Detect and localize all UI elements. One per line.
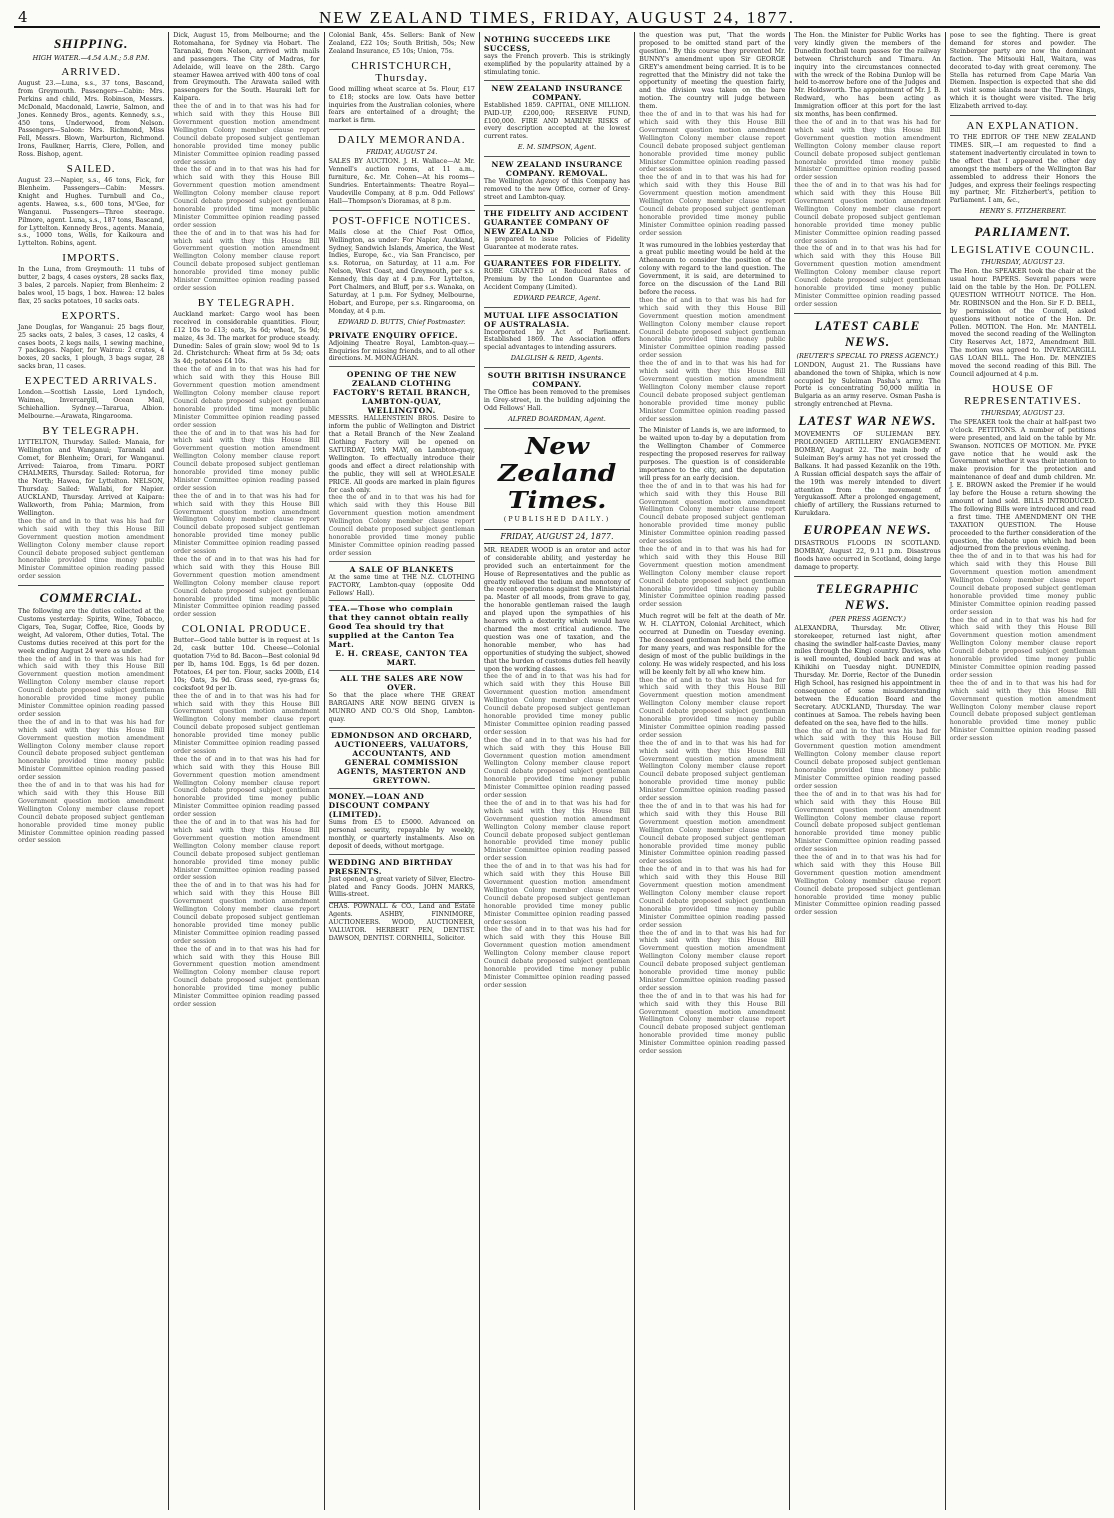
exports-heading: EXPORTS. xyxy=(61,309,121,322)
telegraph-heading-1: BY TELEGRAPH. xyxy=(42,424,140,437)
column-1 xyxy=(14,32,169,1510)
cable-news-heading: LATEST CABLE NEWS. xyxy=(814,317,921,349)
masthead-title: NEW ZEALAND TIMES, FRIDAY, AUGUST 24, 1877. xyxy=(318,8,796,27)
column-5 xyxy=(635,32,790,1510)
advert-clothing-factory xyxy=(329,367,475,561)
cable-news-text: LONDON, August 21. The Russians have abandoned the town of Shipka, which is now occupied by Suleiman Pasha's army. The Porte is concentrating 50,000 militia in Bulgaria as an army reserve. Osman Pasha is strongly entrenched at Plevna. xyxy=(794,361,941,409)
col6-fill-5 xyxy=(794,791,940,854)
advert-nz-insurance xyxy=(484,81,630,158)
advert-title: NEW ZEALAND INSURANCE COMPANY. xyxy=(491,83,623,102)
advert-title: ALL THE SALES ARE NOW OVER. xyxy=(340,674,464,693)
advert-text: So that the place where THE GREAT BARGAINS ARE NOW BEING GIVEN is MUNRO AND CO.'S Old Shop, Lambton-quay. xyxy=(328,692,475,724)
col2-fill-7 xyxy=(173,556,319,619)
telegraphic-news-sub: (PER PRESS AGENCY.) xyxy=(829,614,906,623)
advert-text: Just opened, a great variety of Silver, Electro-plated and Fancy Goods. JOHN MARKS, Willis-street. xyxy=(328,875,475,899)
legislative-council-heading: LEGISLATIVE COUNCIL. xyxy=(950,244,1095,257)
house-of-representatives-heading: HOUSE OF REPRESENTATIVES. xyxy=(964,382,1082,407)
telegraphic-news-text: ALEXANDRA, Thursday. Mr. Oliver, storekeeper, returned last night, after chasing the swindler half-caste Davies, many miles through the Kingi country. Davies, who is well mounted, doubled back and was at Kihikihi on Tuesday night. DUNEDIN, Thursday. Mr. Dorrie, Rector of the Dunedin High School, has resigned his appointment in consequence of some misunderstanding between the Education Board and the Secretary. AUCKLAND, Thursday. The war continues at Samoa. The rebels having been defeated on the sea, have fled to the hills. xyxy=(794,624,941,727)
shipping-heading: SHIPPING. xyxy=(53,36,129,51)
arrived-text: August 23.—Luna, s.s., 37 tons, Bascand, from Greymouth. Passengers—Cabin: Mrs. Perkins and child, Mrs. Robinson, Messrs. McDonald, Macdonald, Lawrie, Salmon, and Jones. Kennedy Bros., agents. Kennedy, s.s., 450 tons, Underwood, from Nelson. Passengers—Saloon: Mrs. Richmond, Miss Fell, Messrs. Blown, Warburton, Richmond. Irons, Faulkner, Harris, Clere, Pollen, and Ross. Bishop, agent. xyxy=(18,80,165,159)
exports-text: Jane Douglas, for Wanganui: 25 bags flour, 25 sacks oats, 2 bales, 3 cases, 12 casks, 4 cases boots, 2 kegs nails, 1 sewing machine, 7 packages. Napier, for Wairau: 2 crates, 4 boxes, 20 sacks, 1 plough, 3 bags sugar, 28 sacks bran, 11 cases. xyxy=(18,323,165,371)
advert-title: MONEY.—LOAN AND DISCOUNT COMPANY (LIMITED). xyxy=(328,792,431,820)
masthead xyxy=(14,6,1100,28)
editorial-fill-4 xyxy=(484,863,630,926)
col7-fill-3 xyxy=(950,680,1096,743)
col5-fill-1 xyxy=(639,111,785,174)
explanation-heading: AN EXPLANATION. xyxy=(966,120,1080,133)
commercial-fill xyxy=(18,656,164,719)
col2-text-a: Dick, August 15, from Melbourne; and the Rotomahana, for Sydney via Hobart. The Taranaki, from Nelson, arrived with mails and passengers. The City of Madras, for Adelaide, will leave on the 28th. Cargo steamer Hawea arrived with 400 tons of coal from Greymouth. The Arawata sailed with passengers for the South. Hauraki left for Kaipara. xyxy=(173,32,320,103)
commercial-heading: COMMERCIAL. xyxy=(39,590,143,606)
cable-news-sub: (REUTER'S SPECIAL TO PRESS AGENCY.) xyxy=(796,351,939,360)
col6-fill-6 xyxy=(794,854,940,917)
editorial-date: FRIDAY, AUGUST 24, 1877. xyxy=(484,529,630,544)
col7-fill-2 xyxy=(950,617,1096,680)
col5-fill-12 xyxy=(639,993,785,1056)
memoranda-date: FRIDAY, AUGUST 24. xyxy=(366,148,438,157)
advert-text: The Office has been removed to the premises in Grey-street, in the building adjoining the Odd Fellows' Hall. xyxy=(483,389,631,413)
postmaster-signature: EDWARD D. BUTTS, Chief Postmaster. xyxy=(337,317,466,326)
european-news-text: DISASTROUS FLOODS IN SCOTLAND. BOMBAY, August 22, 9.11 p.m. Disastrous floods have occurred in Scotland, doing large damage to property. xyxy=(794,540,941,571)
advert-mutual-life xyxy=(484,308,630,369)
sailed-text: August 23.—Napier, s.s., 46 tons, Fick, for Blenheim. Passengers—Cabin: Messrs. Knight and Hughes. Turnbull and Co., agents. Hawea, s.s., 600 tons, M'Gee, for Wanganui. Passengers—Three steerage. Pilmore, agent. Luna, s.s., 187 tons, Bascand, for Lyttelton. Kennedy Bros., agents. Manaia, s.s., 1000 tons, Wells, for Kaikoura and Lyttelton. Robins, agent. xyxy=(18,177,165,248)
advert-title: THE FIDELITY AND ACCIDENT GUARANTEE COMPANY OF NEW ZEALAND xyxy=(483,208,629,236)
imports-text: In the Luna, from Greymouth: 11 tubs of butter, 2 bags, 4 cases oysters, 28 sacks flax, 3 bales, 2 parcels. Napier, from Blenheim: 2 bales wool, 15 bags, 1 box. Hawea: 12 bales flax, 25 sacks potatoes, 10 sacks oats. xyxy=(18,266,165,305)
col5-text-b: It was rumoured in the lobbies yesterday that a great public meeting would be held at the Athenaeum to consider the position of the colony with regard to the land question. The Government, it is said, are determined to force on the discussion of the Land Bill before the recess. xyxy=(639,241,786,296)
advert-text: MESSRS. HALLENSTEIN BROS. Desire to inform the public of Wellington and District that a Retail Branch of the New Zealand Clothing Factory will be opened on SATURDAY, 19th MAY, on Lambton-quay, Wellington. To effectually introduce their goods and effect a direct relationship with the public, they will sell at WHOLESALE PRICE. All goods are marked in plain figures for cash only. xyxy=(328,415,475,494)
high-water: HIGH WATER.—4.54 A.M.; 5.8 P.M. xyxy=(32,54,150,62)
telegraph-heading-2: BY TELEGRAPH. xyxy=(197,296,296,309)
column-6 xyxy=(790,32,945,1510)
sailed-heading: SAILED. xyxy=(66,163,116,176)
col5-fill-5 xyxy=(639,483,785,546)
col5-fill-11 xyxy=(639,930,785,993)
advert-text: Established 1859. CAPITAL, ONE MILLION. PAID-UP, £200,000; RESERVE FUND, £100,000. FIRE AND MARINE RISKS of every description accepted at the lowest current rates. xyxy=(483,101,631,141)
advert-title: GUARANTEES FOR FIDELITY. xyxy=(483,258,622,268)
advert-signature: DALGLISH & REID, Agents. xyxy=(510,354,604,363)
advert-title: NEW ZEALAND INSURANCE COMPANY. REMOVAL. xyxy=(491,160,623,179)
col2-fill-11 xyxy=(173,882,319,945)
col2-fill-9 xyxy=(173,756,319,819)
advert-signature: E. M. SIMPSON, Agent. xyxy=(517,143,597,152)
column-4 xyxy=(480,32,635,1510)
advert-title: OPENING OF THE NEW ZEALAND CLOTHING FACTORY'S RETAIL BRANCH, LAMBTON-QUAY, WELLINGTON. xyxy=(332,370,471,416)
col6-fill-4 xyxy=(794,728,940,791)
post-office-heading: POST-OFFICE NOTICES. xyxy=(332,214,472,227)
col2-fill-12 xyxy=(173,946,319,1009)
col5-fill-3 xyxy=(639,297,785,360)
advert-enquiry-office xyxy=(329,328,475,368)
newspaper-nameplate: New Zealand Times. xyxy=(497,432,617,514)
col6-fill-2 xyxy=(794,182,940,245)
commercial-fill-3 xyxy=(18,782,164,845)
daily-memoranda-heading: DAILY MEMORANDA. xyxy=(337,134,466,147)
advert-text: says the French proverb. This is strikingly exemplified by the popularity attained by a stimulating tonic. xyxy=(483,53,631,76)
advert-signature: ALFRED BOARDMAN, Agent. xyxy=(508,414,606,423)
advert-guarantees xyxy=(484,256,630,308)
col5-text-a: the question was put, 'That the words proposed to be omitted stand part of the question.' By this course they prevented Mr. BUNNY's amendment upon Sir GEORGE GREY's amendment being carried. It is to be regretted that the Ministry did not take the opportunity of meeting the question fairly, and the division was taken on the bare motion. The country will judge between them. xyxy=(639,32,786,111)
divider xyxy=(950,219,1096,220)
advert-text: is prepared to issue Policies of Fidelity Guarantee at moderate rates. xyxy=(483,235,631,251)
nameplate-subtitle: (PUBLISHED DAILY.) xyxy=(503,514,611,523)
parliament-heading: PARLIAMENT. xyxy=(974,224,1072,240)
imports-heading: IMPORTS. xyxy=(62,252,121,265)
col6-text-a: The Hon. the Minister for Public Works has very kindly given the members of the Dunedin football team passes for the railway between Christchurch and Timaru. An inquiry into the circumstances connected with the wreck of the Robina Dunlop will be held to-morrow before one of the Judges and Mr. Holdsworth. The appointment of Mr. J. B. Redward, who has been acting as Immigration officer at this port for the last six months, has been confirmed. xyxy=(794,32,941,119)
editorial-fill-2 xyxy=(484,737,630,800)
divider xyxy=(329,129,475,130)
advert-title: WEDDING AND BIRTHDAY PRESENTS. xyxy=(328,857,453,876)
advert-signature: E. H. CREASE, CANTON TEA MART. xyxy=(335,649,469,668)
advert-text: ROBE GRANTED at Reduced Rates of Premium by the London Guarantee and Accident Company (Limited). xyxy=(483,267,631,291)
col5-fill-4 xyxy=(639,360,785,423)
post-office-text: Mails close at the Chief Post Office, Wellington, as under: For Napier, Auckland, Sydney, Sandwich Islands, America, the West Indies, Europe, &c., via San Francisco, per s.s. Rotorua, on Saturday, at 11 a.m. For Nelson, West Coast, and Greymouth, per s.s. Kennedy, this day at 4 p.m. For Lyttelton, Port Chalmers, and Bluff, per s.s. Wanaka, on Saturday, at 1 p.m. For Sydney, Melbourne, Hobart, and Europe, per s.s. Ringarooma, on Monday, at 4 p.m. xyxy=(328,228,475,315)
col5-fill-7 xyxy=(639,677,785,740)
col2-text-b: Auckland market: Cargo wool has been received in considerable quantities. Flour, £12 10s to £13; oats, 3s 6d; wheat, 5s 9d; maize, 4s 3d. The market for produce steady. Dunedin: Sales of grain slow; wool 9d to 1s 2d. Christchurch: Wheat firm at 5s 3d; oats 3s 4d; potatoes £4 10s. xyxy=(173,310,320,366)
commercial-fill-2 xyxy=(18,719,164,782)
divider xyxy=(794,313,940,314)
advert-title: PRIVATE ENQUIRY OFFICE. xyxy=(328,330,459,340)
advert-title: MUTUAL LIFE ASSOCIATION OF AUSTRALASIA. xyxy=(483,310,619,329)
telegraph-text-1: LYTTELTON, Thursday. Sailed: Manaia, for Wellington and Wanganui; Taranaki and Comet, for Blenheim; Orari, for Wanganui. Arrived: Taiaroa, from Timaru. PORT CHALMERS, Thursday. Sailed: Rotorua, for the North; Hawea, for Lyttelton. NELSON, Thursday. Sailed: Wallabi, for Napier. AUCKLAND, Thursday. Arrived at Kaipara: Walkworth, from Pahia; Marmion, from Wellington. xyxy=(18,438,165,517)
commercial-text: The following are the duties collected at the Customs yesterday: Spirits, Wine, Tobacco, Cigars, Tea, Sugar, Coffee, Rice, Goods by weight, Ad valorem, Other duties, Total. The Customs duties received at this port for the week ending August 24 were as under. xyxy=(18,608,165,655)
column-2 xyxy=(169,32,324,1510)
col7-fill-1 xyxy=(950,553,1096,616)
col5-fill-9 xyxy=(639,803,785,866)
col3-text-a: Colonial Bank, 45s. Sellers: Bank of New Zealand, £22 10s; South British, 50s; New Zealand Insurance, £5 10s; Union, 75s. xyxy=(328,32,475,55)
advert-presents xyxy=(329,855,475,904)
col2-fill-1 xyxy=(173,103,319,166)
house-of-representatives-date: THURSDAY, AUGUST 23. xyxy=(980,408,1065,417)
divider xyxy=(794,576,940,577)
editorial-fill-1 xyxy=(484,673,630,736)
col5-fill-8 xyxy=(639,740,785,803)
page-number: 4 xyxy=(18,8,28,26)
telegraphic-news-heading: TELEGRAPHIC NEWS. xyxy=(816,580,919,612)
col2-fill-8 xyxy=(173,693,319,756)
advert-canton-tea xyxy=(329,601,475,671)
house-of-representatives-text: The SPEAKER took the chair at half-past two o'clock. PETITIONS. A number of petitions were presented, and laid on the table by Mr. Swanson. NOTICES OF MOTION. Mr. PYKE gave notice that he would ask the Government whether it was their intention to make provision for the protection and maintenance of deaf and dumb children. Mr. J. E. BROWN asked the Premier if he would lay before the House a return showing the amount of land sold. BILLS INTRODUCED. The following Bills were introduced and read a first time. THE AMENDMENT ON THE TAXATION QUESTION. The House proceeded to the further consideration of the question, the debate upon which had been adjourned from the previous evening. xyxy=(949,418,1096,553)
advert-south-british xyxy=(484,368,630,429)
advert-text: Incorporated by Act of Parliament. Established 1869. The Association offers special advantages to intending assurers. xyxy=(483,328,631,352)
editorial-fill-3 xyxy=(484,800,630,863)
shipping-fill xyxy=(18,518,164,581)
col2-text-c: Butter—Good table butter is in request at 1s 2d, cask butter 10d. Cheese—Colonial quotation 7½d to 8d. Bacon—Best colonial 9d per lb, hams 10d. Eggs, 1s 6d per dozen. Potatoes, £4 per ton. Flour, sacks 200lb, £14 10s; Oats, 3s 9d. Grass seed, rye-grass 6s; cocksfoot 9d per lb. xyxy=(173,637,320,692)
col6-fill-3 xyxy=(794,245,940,308)
columns xyxy=(14,32,1100,1510)
european-news-heading: EUROPEAN NEWS. xyxy=(803,522,932,538)
editorial-fill-5 xyxy=(484,926,630,989)
advert-money-loan xyxy=(329,789,475,855)
col2-fill-3 xyxy=(173,230,319,293)
advert-title: TEA.—Those who complain that they cannot obtain really Good Tea should try that supplied at the Canton Tea Mart. xyxy=(328,604,469,650)
war-news-heading: LATEST WAR NEWS. xyxy=(798,413,937,429)
memoranda-text: SALES BY AUCTION. J. H. Wallace—At Mr. Vennell's auction rooms, at 11 a.m., furniture, &c. Mr. Cohen—At his rooms—Sundries. Entertainments: Theatre Royal—Vaudeville Company, at 8 p.m. Odd Fellows' Hall—Thompson's Dioramas, at 8 p.m. xyxy=(328,158,475,205)
col2-fill-5 xyxy=(173,430,319,493)
advert-list: CHAS. POWNALL & CO., Land and Estate Agents. ASHBY, FINNIMORE, AUCTIONEERS. WOOD, AUCTIONEER, VALUATOR. HERBERT PEN, DENTIST. DAWSON, DENTIST. CORNHILL, Solicitor. xyxy=(328,903,475,942)
col7-text-a: pose to see the fighting. There is great demand for stores and powder. The Steinberger party are now the dominant faction. The Mitsouki Hall, Waitara, was decorated to-day with great ceremony. The Stella has returned from Cape Maria Van Diemen. Inspection is expected that she did not visit some islands near the Three Kings, which it is thought were visited. The brig Elizabeth arrived to-day. xyxy=(949,32,1096,111)
advert-text: Sums from £5 to £5000. Advanced on personal security, repayable by weekly, monthly, or quarterly instalments. Also on deposit of deeds, without mortgage. xyxy=(328,819,475,850)
explanation-text: TO THE EDITOR OF THE NEW ZEALAND TIMES. SIR,—I am requested to find a statement inadvertently circulated in town to the effect that I appeared the other day amongst the members of the Wellington Bar assembled to address their Honors the Judges, and express their feelings respecting my partner, Mr. Fitzherbert's, petition to Parliament. I am, &c., xyxy=(949,134,1096,205)
expected-text: London.—Scottish Lassie, Lord Lyndoch, Waimea, Invercargill, Ocean Mail, Schiehallion. Sydney.—Tararua, Albion. Melbourne.—Arawata, Ringarooma. xyxy=(18,389,165,420)
advert-text: The Wellington Agency of this Company has removed to the new Office, corner of Grey-street and Lambton-quay. xyxy=(483,178,631,202)
column-3 xyxy=(325,32,480,1510)
advert-signature: EDWARD PEARCE, Agent. xyxy=(513,293,601,302)
advert-title: SOUTH BRITISH INSURANCE COMPANY. xyxy=(487,371,627,390)
advert-fill xyxy=(329,494,475,557)
editorial-article: MR. READER WOOD is an orator and actor of considerable ability, and yesterday he provided such an entertainment for the House of Representatives and the public as greatly relieved the tedium and monotony of the recent operations against the Ministerial pa. Master of all moods, from grave to gay, the honorable gentleman raised the laugh and played upon the sympathies of his hearers with a dexterity which would have charmed the most critical audience. The question was one of taxation, and the honorable member, who has had opportunities of studying the subject, showed that the burden of customs duties fell heavily upon the working classes. xyxy=(483,546,631,673)
advert-fidelity xyxy=(484,206,630,256)
legislative-council-date: THURSDAY, AUGUST 23. xyxy=(980,258,1065,267)
advert-text: At the same time at THE N.Z. CLOTHING FACTORY, Lambton-quay (opposite Odd Fellows' Hall). xyxy=(328,573,475,597)
advert-sales xyxy=(329,671,475,728)
advert-edmondson xyxy=(329,728,475,789)
col2-fill-2 xyxy=(173,166,319,229)
advert-title: EDMONDSON AND ORCHARD, AUCTIONEERS, VALUATORS, ACCOUNTANTS, AND GENERAL COMMISSION AGENTS, MASTERTON AND GREYTOWN. xyxy=(331,731,473,786)
expected-heading: EXPECTED ARRIVALS. xyxy=(24,375,158,388)
advert-success xyxy=(484,32,630,81)
explanation-signature: HENRY S. FITZHERBERT. xyxy=(979,207,1067,216)
col5-fill-2 xyxy=(639,174,785,237)
advert-text: Adjoining Theatre Royal, Lambton-quay.—Enquiries for missing friends, and to all other directions. M. MONAGHAN. xyxy=(328,339,475,363)
advert-title: A SALE OF BLANKETS xyxy=(349,564,454,574)
col2-fill-4 xyxy=(173,366,319,429)
divider xyxy=(329,210,475,211)
col5-fill-6 xyxy=(639,546,785,609)
col5-fill-10 xyxy=(639,866,785,929)
column-7 xyxy=(946,32,1100,1510)
war-news-text: MOVEMENTS OF SULIEMAN BEY. PROLONGED ARTILLERY ENGAGEMENT. BOMBAY, August 22. The main body of Suleiman Bey's army has not yet crossed the Balkans. It had passed Kezanlik on the 19th. A Russian official despatch says the affair of the 19th was merely intended to divert attention from the movement of Yergukassoff. After a prolonged engagement, chiefly of artillery, the Russians returned to Kurukdara. xyxy=(794,431,941,518)
advert-blankets xyxy=(329,562,475,602)
christchurch-heading: CHRISTCHURCH, Thursday. xyxy=(351,59,453,84)
col6-fill-1 xyxy=(794,119,940,182)
legislative-council-text: The Hon. the SPEAKER took the chair at the usual hour. PAPERS. Several papers were laid on the table by the Hon. Dr. POLLEN. QUESTION WITHOUT NOTICE. The Hon. Mr. ROBINSON and the Hon. Sir F. D. BELL, by permission of the Council, asked questions without notice of the Hon. Dr. Pollen. MOTION. The Hon. Mr. MANTELL moved the second reading of the Wellington City Reserves Act, 1872, Amendment Bill. The motion was agreed to. INVERCARGILL GAS LOAN BILL. The Hon. Dr. MENZIES moved the second reading of this Bill. The Council adjourned at 4 p.m. xyxy=(949,268,1096,378)
advert-insurance-removal xyxy=(484,157,630,206)
col5-text-d: Much regret will be felt at the death of Mr. W. H. CLAYTON, Colonial Architect, which occurred at Dunedin on Tuesday evening. The deceased gentleman had held the office for many years, and was responsible for the design of most of the public buildings in the colony. He was widely respected, and his loss will be keenly felt by all who knew him. xyxy=(639,613,786,676)
col2-fill-6 xyxy=(173,493,319,556)
colonial-produce-heading: COLONIAL PRODUCE. xyxy=(181,623,312,636)
arrived-heading: ARRIVED. xyxy=(61,66,121,78)
divider xyxy=(18,585,164,586)
col5-text-c: The Minister of Lands is, we are informed, to be waited upon to-day by a deputation from the Wellington Chamber of Commerce respecting the proposed reserves for railway purposes. The question is of considerable importance to the city, and the deputation will press for an early decision. xyxy=(639,427,786,482)
col2-fill-10 xyxy=(173,819,319,882)
col3-text-b: Good milling wheat scarce at 5s. Flour, £17 to £18; stocks are low. Oats have better inquiries from the Australian colonies, where fears are entertained of a drought; the market is firm. xyxy=(328,85,475,125)
divider xyxy=(950,115,1096,116)
advert-title: NOTHING SUCCEEDS LIKE SUCCESS, xyxy=(483,35,611,53)
